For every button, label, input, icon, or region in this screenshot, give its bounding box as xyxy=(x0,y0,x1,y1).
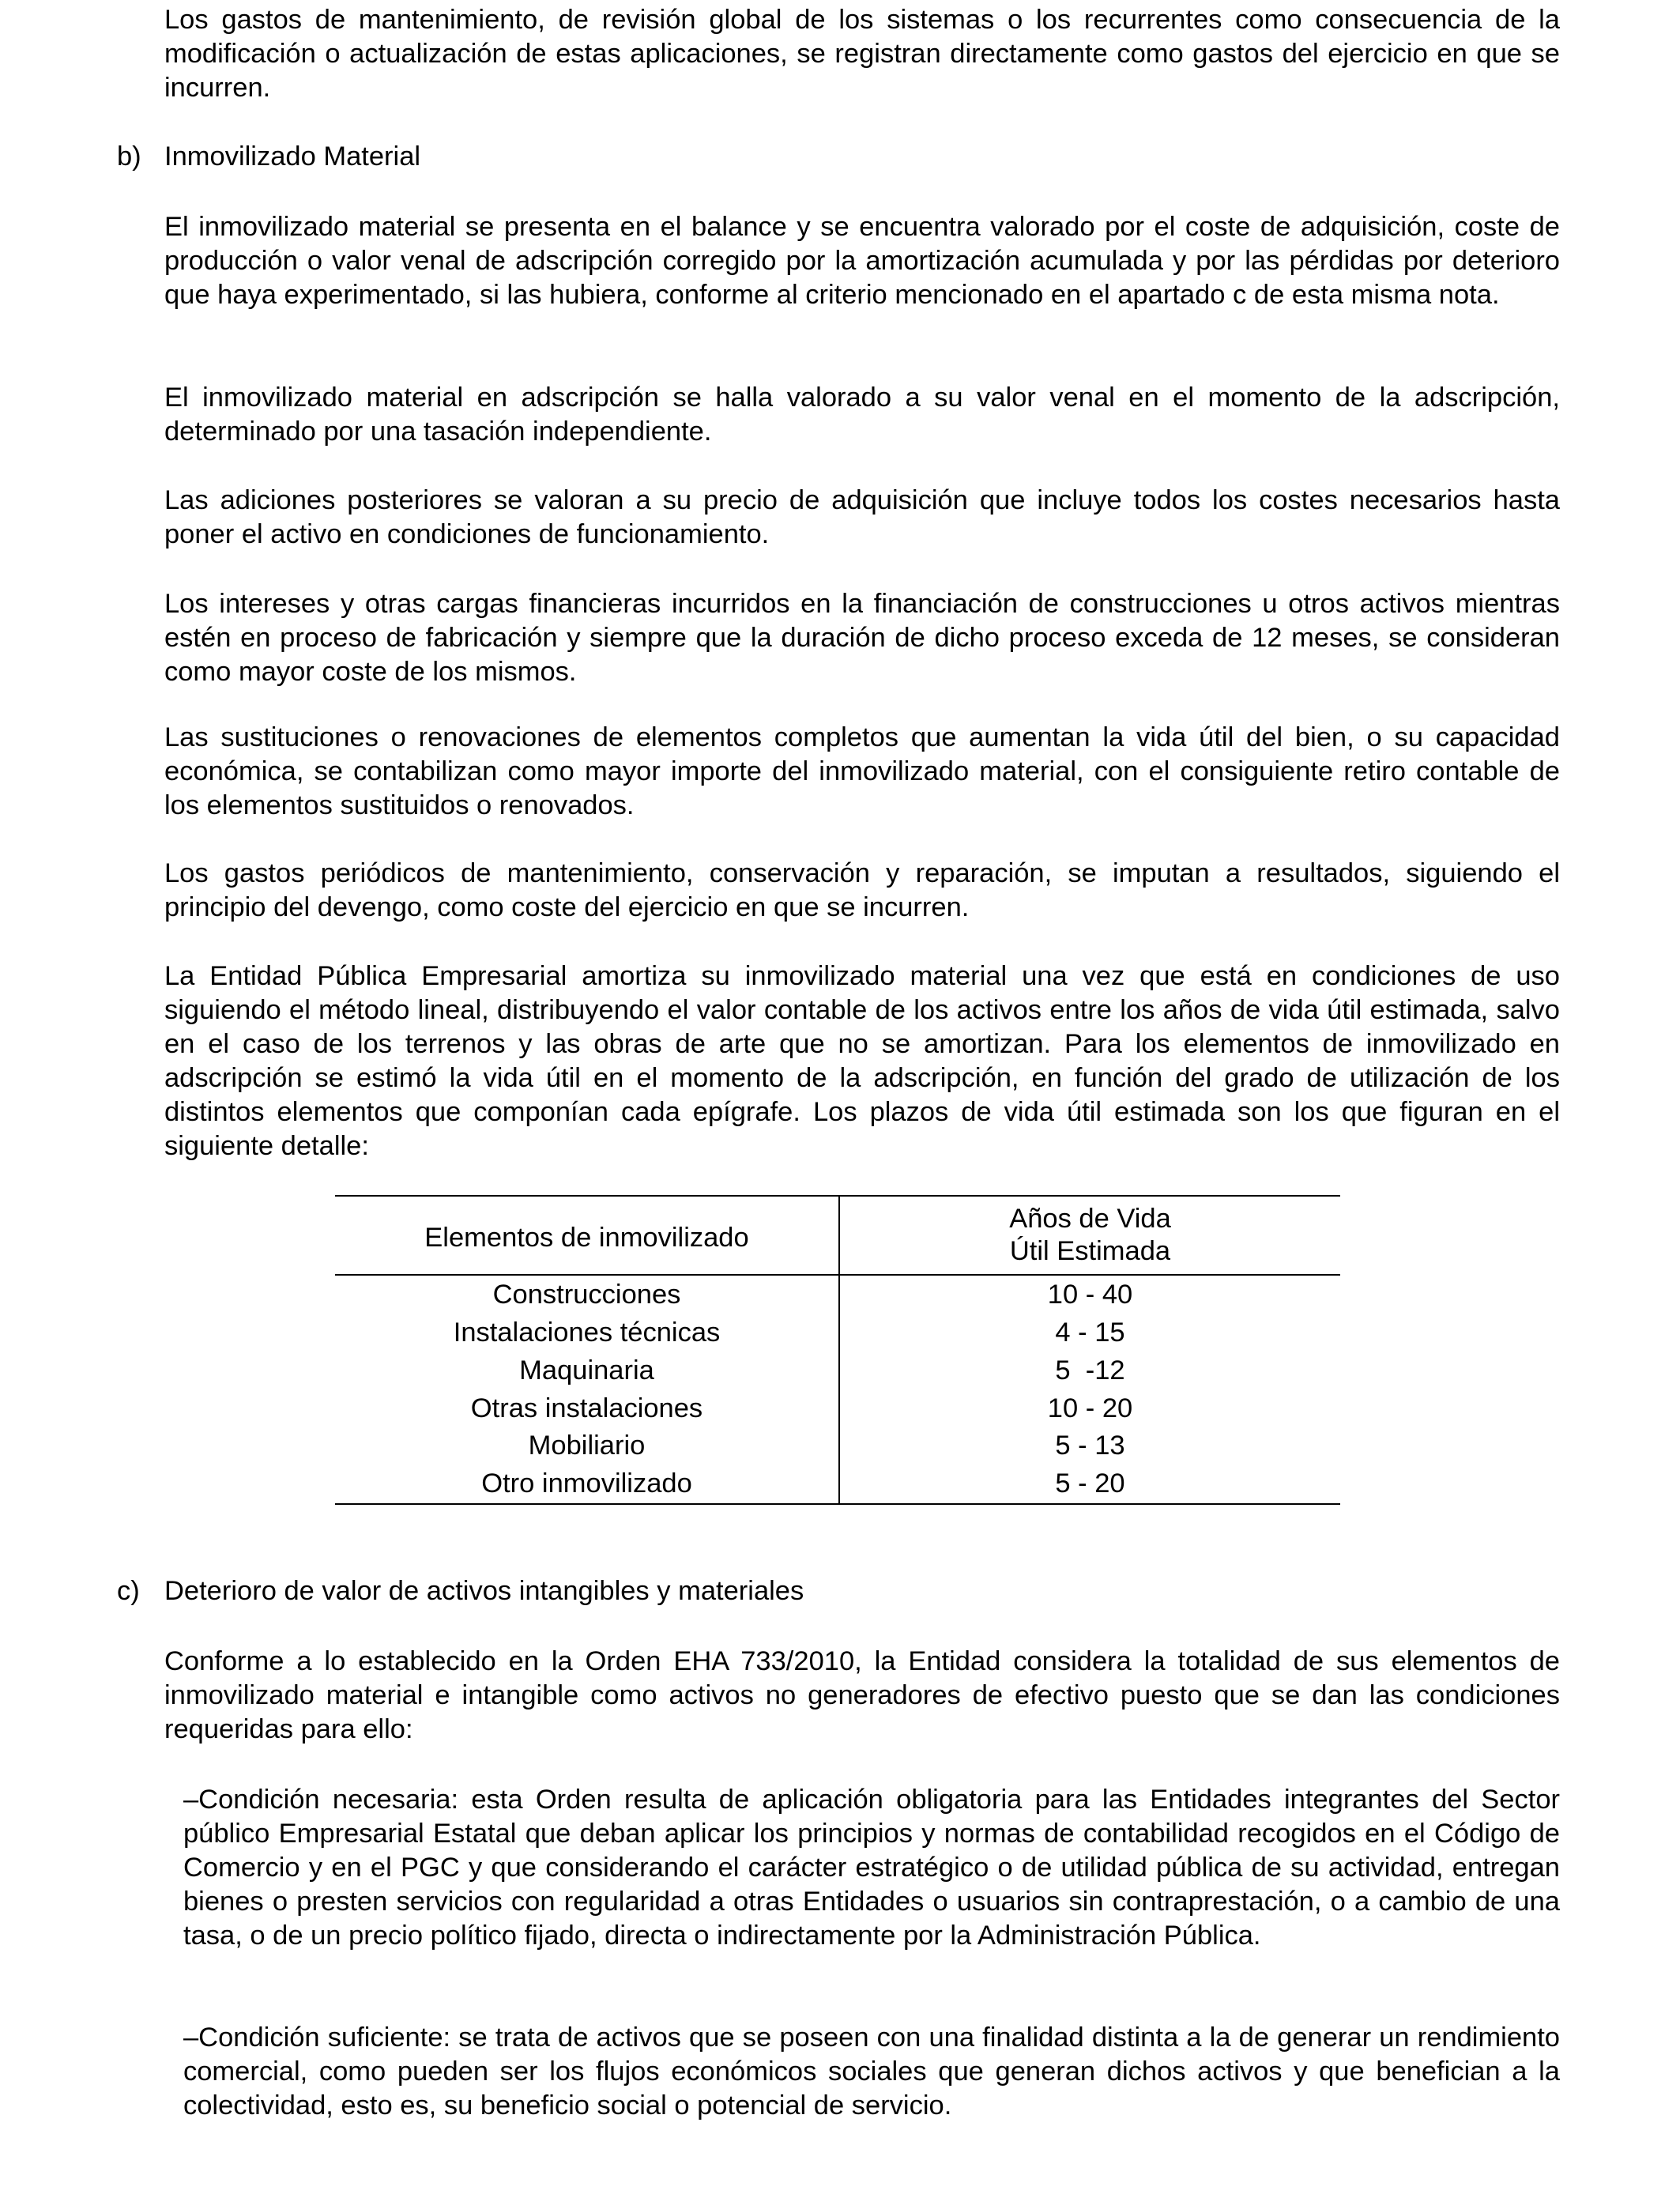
table-cell-element: Mobiliario xyxy=(528,1431,646,1461)
paragraph-additions: Las adiciones posteriores se valoran a su precio de adquisición que incluye todos los costes necesarios hasta poner el activo en condiciones de funcionamiento. xyxy=(164,485,1560,549)
table-top-rule xyxy=(335,1195,1340,1197)
section-letter-c: c) xyxy=(117,1576,140,1606)
table-cell-element: Maquinaria xyxy=(519,1355,654,1385)
paragraph-amortization: La Entidad Pública Empresarial amortiza su inmovilizado material una vez que está en condiciones de uso siguiendo el método lineal, distribuyendo el valor contable de los activos entre los años de vida útil estimada, salvo en el caso de los terrenos y las obras de arte que no se amortizan. Para los elementos de inmovilizado en adscripción se estimó la vida útil en el momento de la adscripción, en función del grado de utilización de los distintos elementos que componían cada epígrafe. Los plazos de vida útil estimada son los que figuran en el siguiente detalle: xyxy=(164,961,1560,1161)
table-cell-years: 10 - 20 xyxy=(1047,1393,1133,1423)
list-item-necessary-condition: –Condición necesaria: esta Orden resulta de aplicación obligatoria para las Entidades integrantes del Sector público Empresarial Estatal que deban aplicar los principios y normas de contabilidad recogidos en el Código de Comercio y en el PGC y que considerando el carácter estratégico o de utilidad pública de su actividad, entregan bienes o presten servicios con regularidad a otras Entidades o usuarios sin contraprestación, o a cambio de una tasa, o de un precio político fijado, directa o indirectamente por la Administración Pública. xyxy=(183,1785,1560,1951)
list-item-sufficient-condition: –Condición suficiente: se trata de activos que se poseen con una finalidad distinta a la de generar un rendimiento comercial, como pueden ser los flujos económicos sociales que generan dichos activos y que benefician a la colectividad, esto es, su beneficio social o potencial de servicio. xyxy=(183,2022,1560,2120)
section-letter-b: b) xyxy=(117,141,141,172)
table-cell-years: 10 - 40 xyxy=(1047,1280,1133,1310)
table-header-years-line2: Útil Estimada xyxy=(1009,1236,1171,1266)
paragraph-valuation: El inmovilizado material se presenta en el balance y se encuentra valorado por el coste de adquisición, coste de producción o valor venal de adscripción corregido por la amortización acumulada y por las pérdidas por deterioro que haya experimentado, si las hubiera, conforme al criterio mencionado en el apartado c de esta misma nota. xyxy=(164,212,1560,310)
table-header-years-line1: Años de Vida xyxy=(1009,1204,1171,1234)
table-cell-element: Construcciones xyxy=(492,1280,681,1310)
paragraph-substitutions: Las sustituciones o renovaciones de elementos completos que aumentan la vida útil del bien, o su capacidad económica, se contabilizan como mayor importe del inmovilizado material, con el consiguiente retiro contable de los elementos sustituidos o renovados. xyxy=(164,722,1560,820)
paragraph-interests: Los intereses y otras cargas financieras incurridos en la financiación de construcciones u otros activos mientras estén en proceso de fabricación y siempre que la duración de dicho proceso exceda de 12 meses, se consideran como mayor coste de los mismos. xyxy=(164,589,1560,687)
table-bottom-rule xyxy=(335,1503,1340,1505)
paragraph-intangible-maintenance: Los gastos de mantenimiento, de revisión global de los sistemas o los recurrentes como consecuencia de la modificación o actualización de estas aplicaciones, se registran directamente como gastos del ejercicio en que se incurren. xyxy=(164,5,1560,103)
table-cell-element: Otro inmovilizado xyxy=(481,1468,692,1498)
table-header-elements: Elementos de inmovilizado xyxy=(424,1223,749,1253)
section-heading-b xyxy=(117,140,1563,174)
section-title-c: Deterioro de valor de activos intangibles y materiales xyxy=(164,1576,804,1606)
table-cell-years: 5 - 20 xyxy=(1055,1468,1125,1498)
table-cell-element: Otras instalaciones xyxy=(470,1393,703,1423)
table-cell-years: 4 - 15 xyxy=(1055,1318,1125,1348)
table-cell-years: 5 -12 xyxy=(1055,1355,1125,1385)
table-cell-years: 5 - 13 xyxy=(1055,1431,1125,1461)
section-title-b: Inmovilizado Material xyxy=(164,141,421,172)
paragraph-eha-order: Conforme a lo establecido en la Orden EHA 733/2010, la Entidad considera la totalidad de sus elementos de inmovilizado material e intangible como activos no generadores de efectivo puesto que se dan las condiciones requeridas para ello: xyxy=(164,1646,1560,1744)
paragraph-adscription: El inmovilizado material en adscripción se halla valorado a su valor venal en el momento de la adscripción, determinado por una tasación independiente. xyxy=(164,383,1560,447)
table-cell-element: Instalaciones técnicas xyxy=(453,1318,721,1348)
paragraph-periodic-costs: Los gastos periódicos de mantenimiento, conservación y reparación, se imputan a resultados, siguiendo el principio del devengo, como coste del ejercicio en que se incurren. xyxy=(164,858,1560,922)
section-heading-c xyxy=(117,1574,1563,1608)
